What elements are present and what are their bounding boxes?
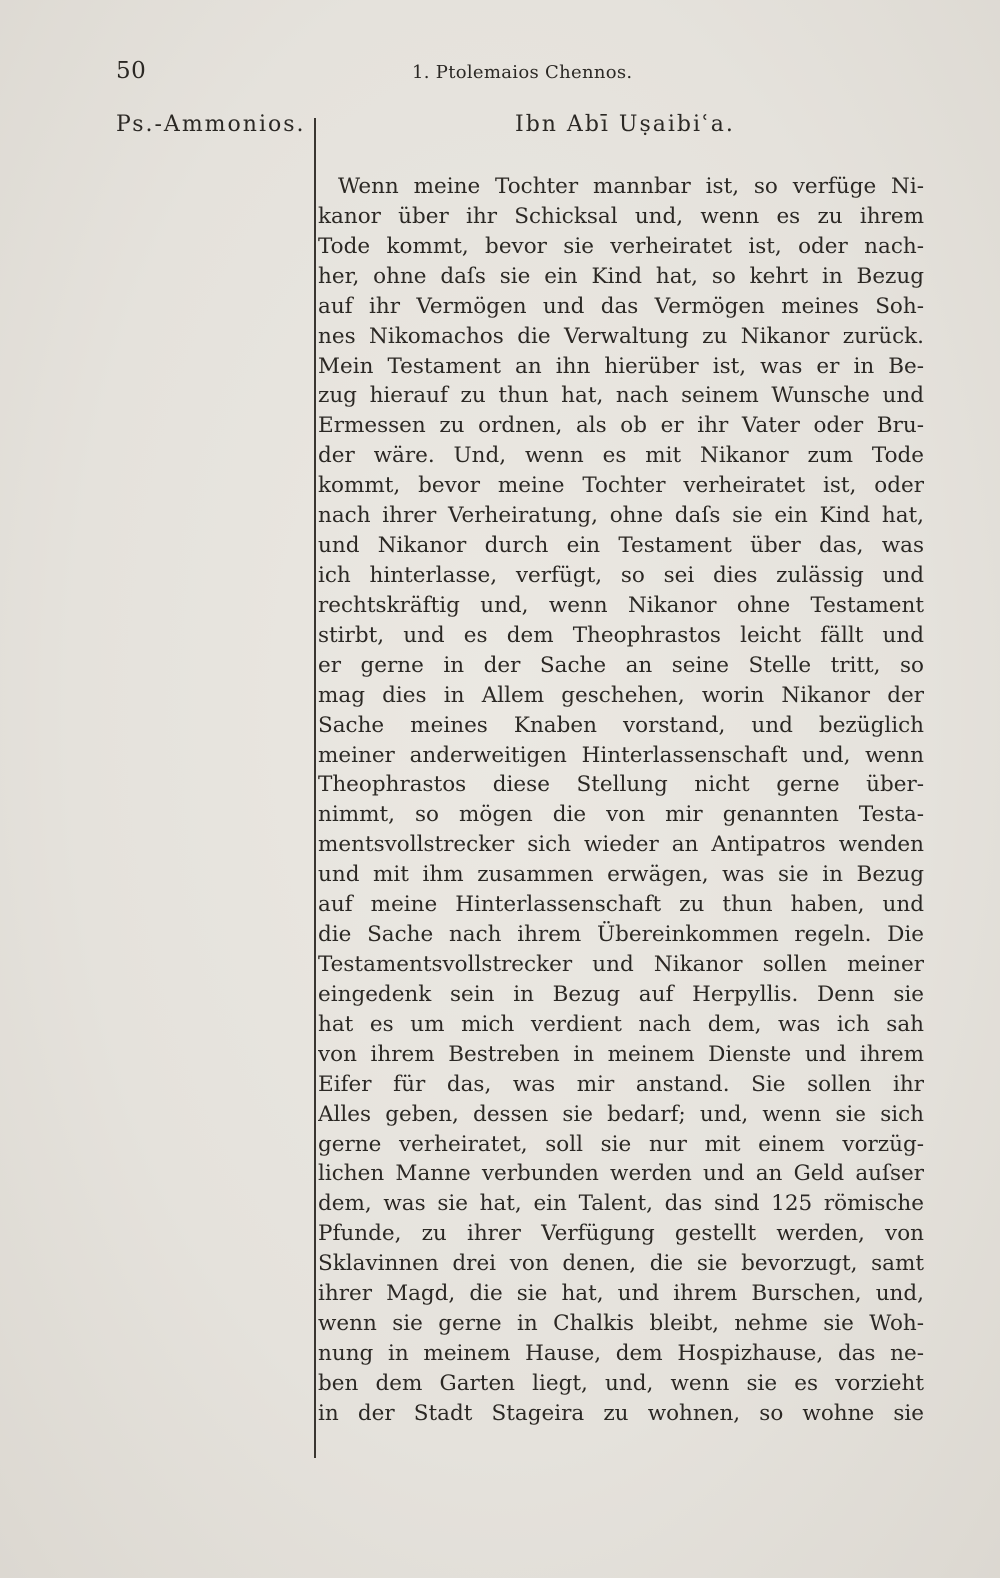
left-column-heading: Ps.-Ammonios. <box>116 112 306 137</box>
running-title: 1. Ptolemaios Chennos. <box>412 62 633 83</box>
text-line: gerne verheiratet, soll sie nur mit einem vorzüg- <box>318 1131 924 1157</box>
text-line: kommt, bevor meine Tochter verheiratet ist, oder <box>318 473 924 499</box>
text-line: auf meine Hinterlassenschaft zu thun haben, und <box>318 892 924 918</box>
text-line: Pfunde, zu ihrer Verfügung gestellt werden, von <box>318 1221 924 1247</box>
text-line: Mein Testament an ihn hierüber ist, was er in Be- <box>318 353 924 379</box>
text-line: in der Stadt Stageira zu wohnen, so wohne sie <box>318 1400 924 1426</box>
text-line: her, ohne daſs sie ein Kind hat, so kehrt in Bezug <box>318 263 924 289</box>
text-line: eingedenk sein in Bezug auf Herpyllis. Denn sie <box>318 981 924 1007</box>
page-number: 50 <box>116 58 147 84</box>
right-column-heading: Ibn Abī Uṣaibiʿa. <box>515 112 735 137</box>
text-line: stirbt, und es dem Theophrastos leicht fällt und <box>318 622 924 648</box>
text-line: nach ihrer Verheiratung, ohne daſs sie ein Kind hat, <box>318 503 924 529</box>
text-line: hat es um mich verdient nach dem, was ich sah <box>318 1011 924 1037</box>
text-line: nes Nikomachos die Verwaltung zu Nikanor zurück. <box>318 323 924 349</box>
text-line: zug hierauf zu thun hat, nach seinem Wunsche und <box>318 383 924 409</box>
text-line: nung in meinem Hause, dem Hospizhause, das ne- <box>318 1340 924 1366</box>
text-line: Sache meines Knaben vorstand, und bezüglich <box>318 712 924 738</box>
text-line: der wäre. Und, wenn es mit Nikanor zum Tode <box>318 443 924 469</box>
column-divider <box>314 118 316 1458</box>
text-line: von ihrem Bestreben in meinem Dienste und ihrem <box>318 1041 924 1067</box>
text-line: Eifer für das, was mir anstand. Sie sollen ihr <box>318 1071 924 1097</box>
text-line: Testamentsvollstrecker und Nikanor sollen meiner <box>318 951 924 977</box>
text-line: die Sache nach ihrem Übereinkommen regeln. Die <box>318 922 924 948</box>
text-line: mag dies in Allem geschehen, worin Nikanor der <box>318 682 924 708</box>
text-line: Tode kommt, bevor sie verheiratet ist, oder nach- <box>318 233 924 259</box>
text-line: ich hinterlasse, verfügt, so sei dies zulässig und <box>318 562 924 588</box>
text-line: und Nikanor durch ein Testament über das, was <box>318 533 924 559</box>
text-line: ben dem Garten liegt, und, wenn sie es vorzieht <box>318 1370 924 1396</box>
text-line: nimmt, so mögen die von mir genannten Testa- <box>318 802 924 828</box>
text-line: rechtskräftig und, wenn Nikanor ohne Testament <box>318 592 924 618</box>
text-line: dem, was sie hat, ein Talent, das sind 125 römische <box>318 1191 924 1217</box>
text-line: ihrer Magd, die sie hat, und ihrem Burschen, und, <box>318 1281 924 1307</box>
text-line: mentsvollstrecker sich wieder an Antipatros wenden <box>318 832 924 858</box>
text-line: Wenn meine Tochter mannbar ist, so verfüge Ni- <box>338 174 924 199</box>
text-line: Sklavinnen drei von denen, die sie bevorzugt, samt <box>318 1251 924 1277</box>
text-line: Alles geben, dessen sie bedarf; und, wenn sie sich <box>318 1101 924 1127</box>
text-line: Theophrastos diese Stellung nicht gerne über- <box>318 772 924 798</box>
text-line: auf ihr Vermögen und das Vermögen meines Soh- <box>318 293 924 319</box>
text-line: lichen Manne verbunden werden und an Geld auſser <box>318 1161 924 1187</box>
text-line: und mit ihm zusammen erwägen, was sie in Bezug <box>318 862 924 888</box>
text-line: er gerne in der Sache an seine Stelle tritt, so <box>318 652 924 678</box>
text-line: kanor über ihr Schicksal und, wenn es zu ihrem <box>318 203 924 229</box>
text-line: Ermessen zu ordnen, als ob er ihr Vater oder Bru- <box>318 413 924 439</box>
translation-text <box>318 172 924 1429</box>
text-line: meiner anderweitigen Hinterlassenschaft und, wenn <box>318 742 924 768</box>
text-line: wenn sie gerne in Chalkis bleibt, nehme sie Woh- <box>318 1311 924 1337</box>
